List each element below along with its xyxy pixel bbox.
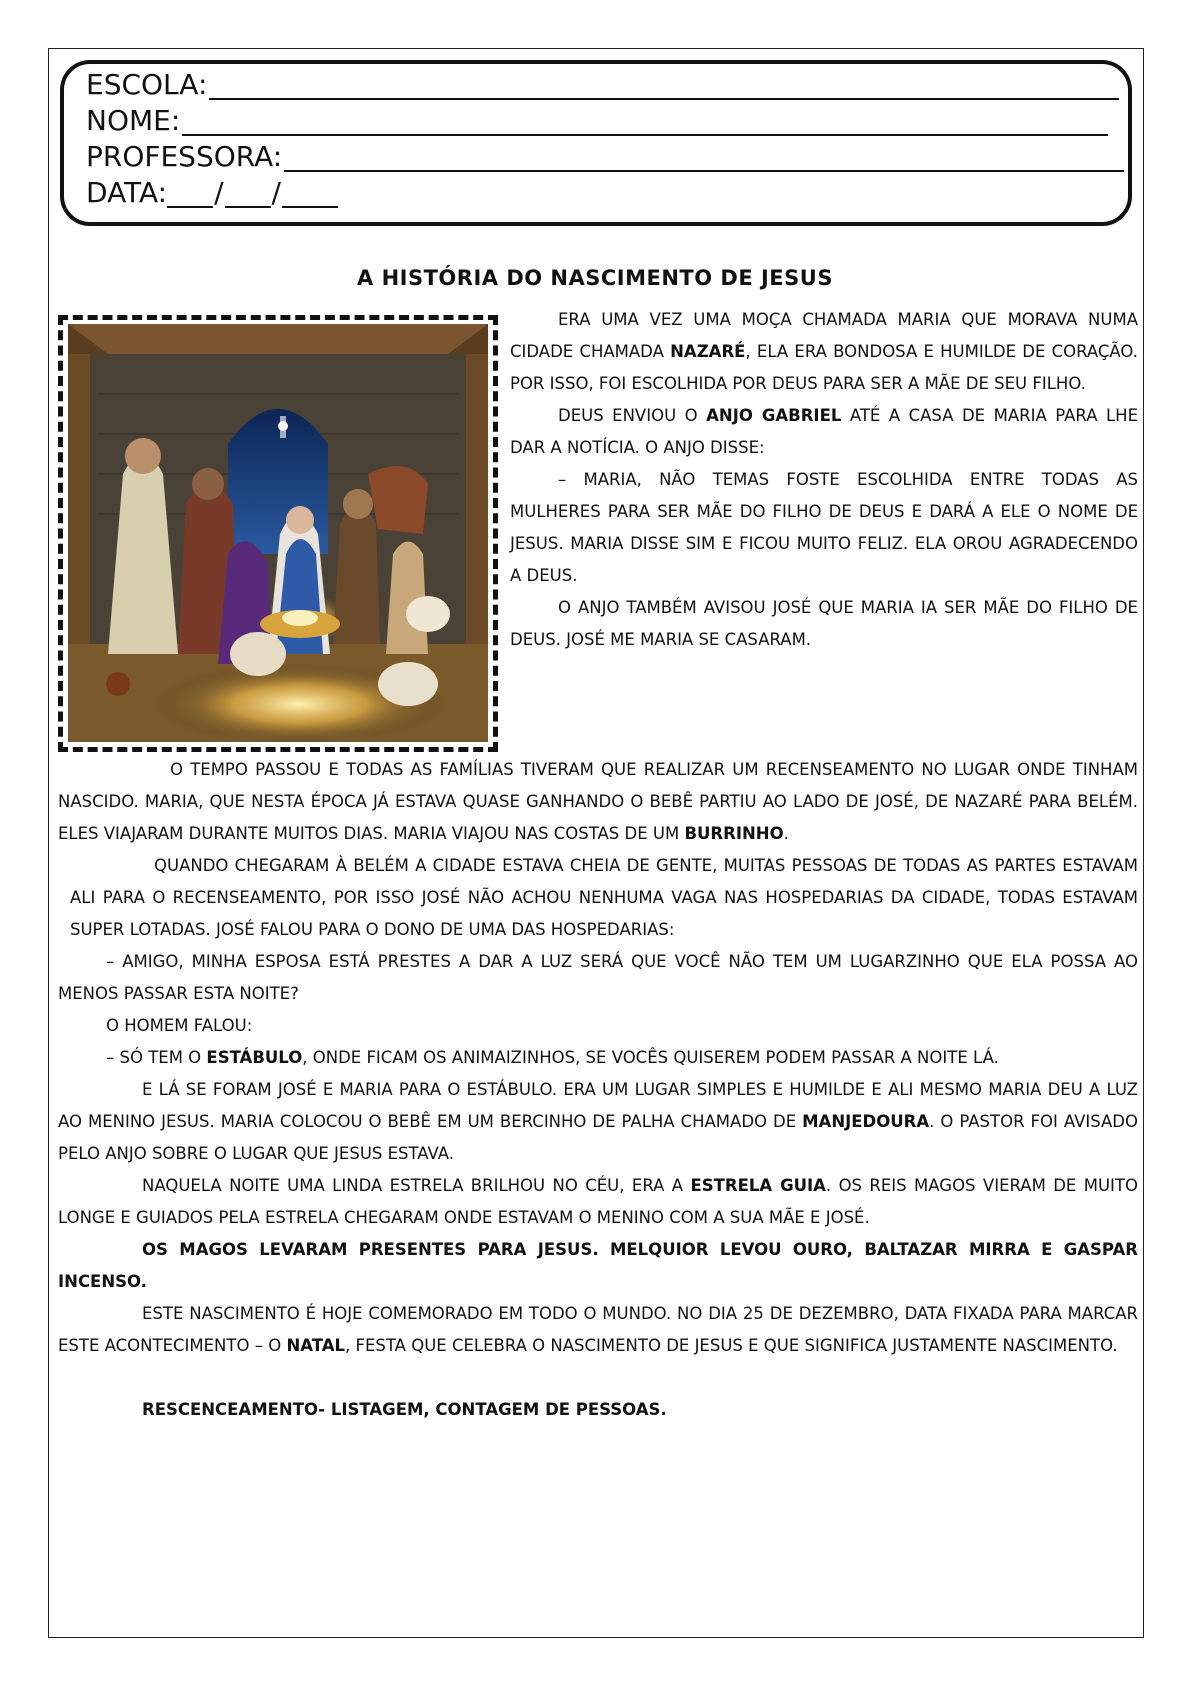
nativity-scene-image <box>68 324 488 742</box>
text-span: . OS REIS MAGOS VIERAM DE MUITO LONGE E GUIADOS PELA ESTRELA CHEGARAM ONDE ESTAVAM O MENINO COM A SUA MÃE E JOSÉ. <box>58 1176 1138 1227</box>
date-slash: / <box>271 176 281 209</box>
page-title: A HISTÓRIA DO NASCIMENTO DE JESUS <box>357 266 833 290</box>
text-span: , ONDE FICAM OS ANIMAIZINHOS, SE VOCÊS QUISEREM PODEM PASSAR A NOITE LÁ. <box>302 1048 999 1067</box>
text-span: DEUS ENVIOU O <box>558 406 707 425</box>
data-row <box>86 178 338 208</box>
escola-row <box>86 70 1119 100</box>
text-span: ESTE NASCIMENTO É HOJE COMEMORADO EM TODO O MUNDO. NO DIA 25 DE DEZEMBRO, DATA FIXADA PARA MARCAR ESTE ACONTECIMENTO – O <box>58 1304 1138 1355</box>
paragraph: OS MAGOS LEVARAM PRESENTES PARA JESUS. MELQUIOR LEVOU OURO, BALTAZAR MIRRA E GASPAR INCENSO. <box>58 1240 1138 1291</box>
student-info-header <box>60 60 1132 226</box>
date-slash: / <box>214 176 224 209</box>
nome-line <box>182 110 1108 136</box>
bold-text: MANJEDOURA <box>802 1112 930 1131</box>
paragraph <box>510 400 1138 464</box>
text-span: , FESTA QUE CELEBRA O NASCIMENTO DE JESUS E QUE SIGNIFICA JUSTAMENTE NASCIMENTO. <box>345 1336 1118 1355</box>
text-span: ERA UMA VEZ UMA MOÇA CHAMADA MARIA QUE MORAVA NUMA CIDADE CHAMADA <box>510 310 1138 361</box>
bold-text: ESTRELA GUIA <box>690 1176 826 1195</box>
bold-text: NATAL <box>286 1336 345 1355</box>
paragraph: O HOMEM FALOU: <box>106 1016 253 1035</box>
text-span: . <box>783 824 789 843</box>
text-span: O TEMPO PASSOU E TODAS AS FAMÍLIAS TIVERAM QUE REALIZAR UM RECENSEAMENTO NO LUGAR ONDE TINHAM NASCIDO. MARIA, QUE NESTA ÉPOCA JÁ ESTAVA QUASE GANHANDO O BEBÊ PARTIU AO LADO DE JOSÉ, DE NAZARÉ PARA BELÉM. ELES VIAJARAM DURANTE MUITOS DIAS. MARIA VIAJOU NAS COSTAS DE UM <box>58 760 1138 843</box>
date-year-line <box>282 182 338 208</box>
professora-line <box>284 146 1124 172</box>
text-span: – SÓ TEM O <box>106 1048 207 1067</box>
text-span: NAQUELA NOITE UMA LINDA ESTRELA BRILHOU NO CÉU, ERA A <box>142 1176 691 1195</box>
escola-line <box>209 74 1119 100</box>
date-day-line <box>167 182 213 208</box>
paragraph <box>58 1298 1138 1362</box>
story-text-right <box>510 304 1138 656</box>
spacer <box>58 1362 1138 1394</box>
paragraph <box>58 1074 1138 1170</box>
bold-text: BURRINHO <box>684 824 784 843</box>
nome-label: NOME: <box>86 104 181 137</box>
date-month-line <box>225 182 271 208</box>
paragraph: O ANJO TAMBÉM AVISOU JOSÉ QUE MARIA IA SER MÃE DO FILHO DE DEUS. JOSÉ ME MARIA SE CASARAM. <box>510 598 1138 649</box>
text-span: . O PASTOR FOI AVISADO PELO ANJO SOBRE O LUGAR QUE JESUS ESTAVA. <box>58 1112 1138 1163</box>
bold-text: NAZARÉ <box>670 342 746 361</box>
paragraph: – MARIA, NÃO TEMAS FOSTE ESCOLHIDA ENTRE TODAS AS MULHERES PARA SER MÃE DO FILHO DE DEUS E DARÁ A ELE O NOME DE JESUS. MARIA DISSE SIM E FICOU MUITO FELIZ. ELA OROU AGRADECENDO A DEUS. <box>510 470 1138 585</box>
nome-row <box>86 106 1108 136</box>
text-span: E LÁ SE FORAM JOSÉ E MARIA PARA O ESTÁBULO. ERA UM LUGAR SIMPLES E HUMILDE E ALI MESMO MARIA DEU A LUZ AO MENINO JESUS. MARIA COLOCOU O BEBÊ EM UM BERCINHO DE PALHA CHAMADO DE <box>58 1080 1138 1131</box>
text-span: ATÉ A CASA DE MARIA PARA LHE DAR A NOTÍCIA. O ANJO DISSE: <box>510 406 1138 457</box>
bold-text: ESTÁBULO <box>206 1048 303 1067</box>
bold-text: ANJO GABRIEL <box>706 406 842 425</box>
glossary-note: RESCENCEAMENTO- LISTAGEM, CONTAGEM DE PESSOAS. <box>142 1400 667 1419</box>
professora-label: PROFESSORA: <box>86 140 283 173</box>
story-text-body <box>58 754 1138 1426</box>
text-span: , ELA ERA BONDOSA E HUMILDE DE CORAÇÃO. POR ISSO, FOI ESCOLHIDA POR DEUS PARA SER A MÃE DE SEU FILHO. <box>510 342 1138 393</box>
paragraph <box>58 1042 1138 1074</box>
professora-row <box>86 142 1124 172</box>
data-label: DATA: <box>86 176 168 209</box>
paragraph: QUANDO CHEGARAM À BELÉM A CIDADE ESTAVA CHEIA DE GENTE, MUITAS PESSOAS DE TODAS AS PARTES ESTAVAM ALI PARA O RECENSEAMENTO, POR ISSO JOSÉ NÃO ACHOU NENHUMA VAGA NAS HOSPEDARIAS DA CIDADE, TODAS ESTAVAM SUPER LOTADAS. JOSÉ FALOU PARA O DONO DE UMA DAS HOSPEDARIAS: <box>70 856 1138 939</box>
escola-label: ESCOLA: <box>86 68 208 101</box>
paragraph <box>58 754 1138 850</box>
paragraph <box>58 1170 1138 1234</box>
paragraph <box>510 304 1138 400</box>
paragraph: – AMIGO, MINHA ESPOSA ESTÁ PRESTES A DAR A LUZ SERÁ QUE VOCÊ NÃO TEM UM LUGARZINHO QUE ELA POSSA AO MENOS PASSAR ESTA NOITE? <box>58 952 1138 1003</box>
